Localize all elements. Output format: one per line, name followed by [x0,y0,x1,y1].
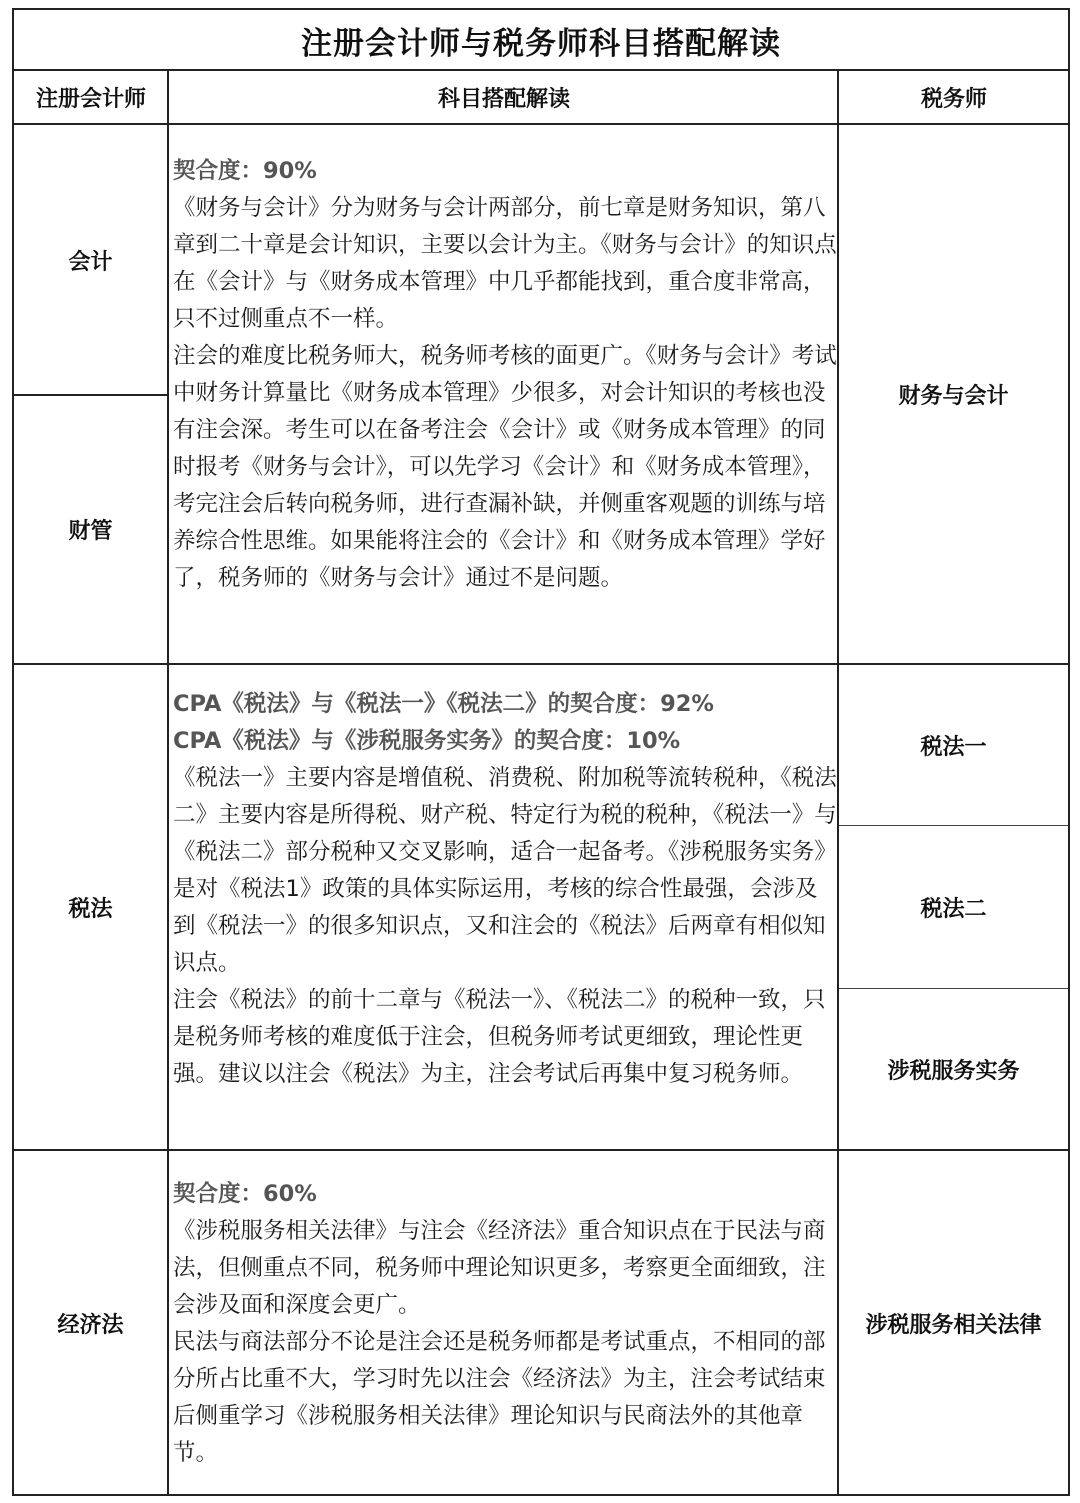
tax-subject-tax-related-law: 涉税服务相关法律 [865,1313,1042,1338]
analysis-text-2 [173,686,837,1093]
analysis-paragraph: 《涉税服务相关法律》与注会《经济法》重合知识点在于民法与商法，但侧重点不同，税务师中理论知识更多，考察更全面细致，注会涉及面和深度会更广。 [173,1218,826,1318]
cpa-subject-tax-law: 税法 [68,896,113,922]
tax-subject-tax-practice: 涉税服务实务 [887,1058,1020,1084]
analysis-paragraph: 注会《税法》的前十二章与《税法一》、《税法二》的税种一致，只是税务师考核的难度低于注会，但税务师考试更细致，理论性更强。建议以注会《税法》为主，注会考试后再集中复习税务师。 [173,987,826,1087]
tax-subject-tax-law-2: 税法二 [920,896,987,922]
table-title: 注册会计师与税务师科目搭配解读 [301,26,781,62]
header-analysis: 科目搭配解读 [437,86,570,112]
analysis-paragraph: 注会的难度比税务师大，税务师考核的面更广。《财务与会计》考试中财务计算量比《财务成本管理》少很多，对会计知识的考核也没有注会深。考生可以在备考注会《会计》或《财务成本管理》的同时报考《财务与会计》，可以先学习《会计》和《财务成本管理》，考完注会后转向税务师，进行查漏补缺，并侧重客观题的训练与培养综合性思维。如果能将注会的《会计》和《财务成本管理》学好了，税务师的《财务与会计》通过不是问题。 [173,343,837,591]
analysis-text-1 [173,153,837,597]
cpa-subject-economic-law: 经济法 [57,1313,124,1338]
cpa-subject-accounting: 会计 [68,249,113,275]
tax-subject-tax-law-1: 税法一 [920,734,987,760]
fit-degree: 契合度：60% [173,1181,317,1207]
header-cpa: 注册会计师 [35,86,146,112]
analysis-text-3 [173,1176,837,1472]
analysis-paragraph: 《财务与会计》分为财务与会计两部分，前七章是财务知识，第八章到二十章是会计知识，主要以会计为主。《财务与会计》的知识点在《会计》与《财务成本管理》中几乎都能找到，重合度非常高，只不过侧重点不一样。 [173,195,837,332]
fit-degree: 契合度：90% [173,158,317,184]
fit-degree: CPA《税法》与《税法一》《税法二》的契合度：92% [173,691,714,717]
analysis-paragraph: 《税法一》主要内容是增值税、消费税、附加税等流转税种，《税法二》主要内容是所得税、财产税、特定行为税的税种，《税法一》与《税法二》部分税种又交叉影响，适合一起备考。《涉税服务实务》是对《税法1》政策的具体实际运用，考核的综合性最强，会涉及到《税法一》的很多知识点，又和注会的《税法》后两章有相似知识点。 [173,765,837,976]
column-divider [167,69,169,1496]
fit-degree: CPA《税法》与《涉税服务实务》的契合度：10% [173,728,681,754]
analysis-paragraph: 民法与商法部分不论是注会还是税务师都是考试重点，不相同的部分所占比重不大，学习时先以注会《经济法》为主，注会考试结束后侧重学习《涉税服务相关法律》理论知识与民商法外的其他章节。 [173,1329,826,1466]
cpa-subject-financial-management: 财管 [68,518,113,544]
tax-subject-finance-accounting: 财务与会计 [898,383,1009,409]
header-tax-agent: 税务师 [920,86,987,112]
comparison-table [12,8,1070,1496]
